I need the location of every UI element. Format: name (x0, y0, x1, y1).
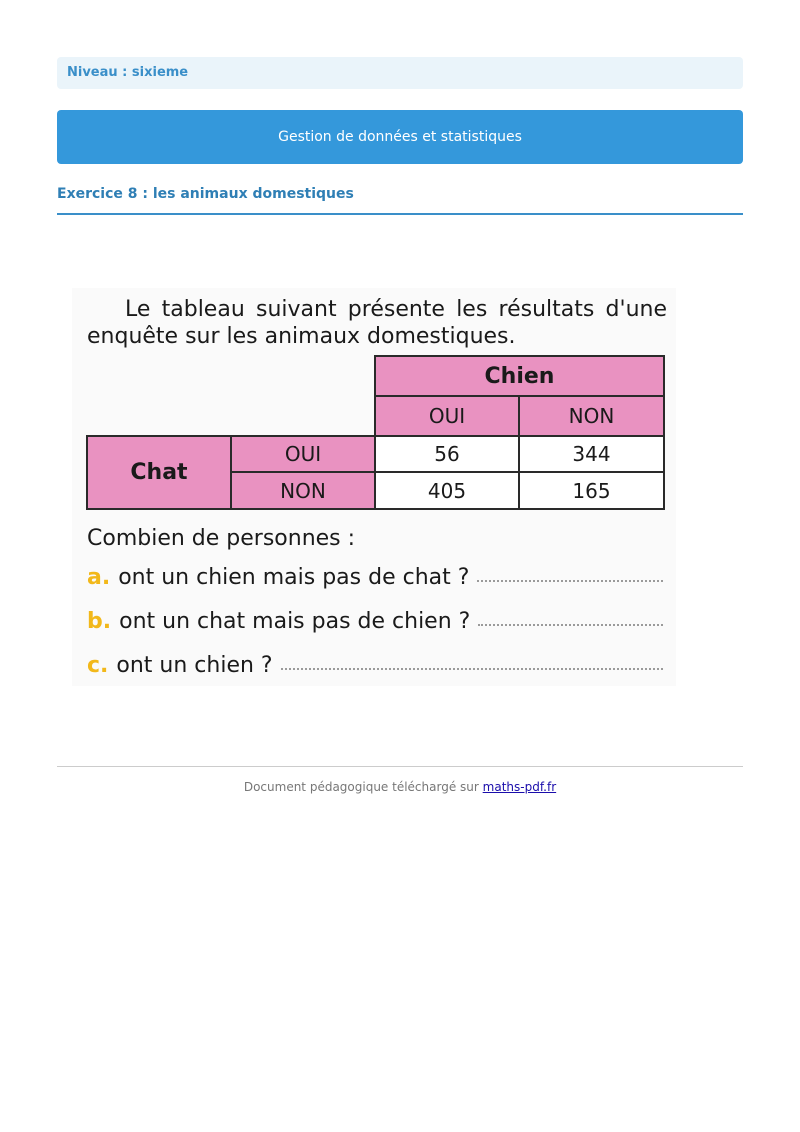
question-letter: a. (87, 565, 111, 590)
level-label: Niveau : sixieme (57, 57, 743, 89)
question-text: ont un chien mais pas de chat ? (118, 565, 470, 590)
table-cell: 405 (375, 472, 519, 509)
table-cell: 344 (519, 436, 664, 472)
question-intro: Combien de personnes : (87, 526, 356, 551)
exercise-intro: Le tableau suivant présente les résultats d'une enquête sur les animaux domestiques. (87, 297, 667, 349)
question-text: ont un chien ? (116, 653, 273, 678)
col-header-non: NON (519, 396, 664, 436)
row-header-non: NON (231, 472, 375, 509)
footer-text: Document pédagogique téléchargé sur (243, 780, 479, 794)
question-letter: b. (87, 609, 112, 634)
question-c (87, 653, 663, 678)
row-group-header: Chat (87, 436, 231, 509)
col-group-header: Chien (375, 356, 664, 396)
footer-divider (57, 766, 743, 767)
question-letter: c. (87, 653, 109, 678)
topic-banner: Gestion de données et statistiques (57, 110, 743, 164)
table-corner (87, 356, 231, 396)
table-cell: 165 (519, 472, 664, 509)
table-cell: 56 (375, 436, 519, 472)
question-a (87, 565, 663, 590)
footer-link[interactable]: maths-pdf.fr (482, 780, 557, 794)
answer-line (477, 580, 663, 582)
survey-table (86, 355, 665, 510)
exercise-title: Exercice 8 : les animaux domestiques (57, 186, 743, 215)
answer-line (478, 624, 663, 626)
footer (57, 780, 743, 794)
question-b (87, 609, 663, 634)
row-header-oui: OUI (231, 436, 375, 472)
question-text: ont un chat mais pas de chien ? (119, 609, 471, 634)
col-header-oui: OUI (375, 396, 519, 436)
answer-line (281, 668, 663, 670)
